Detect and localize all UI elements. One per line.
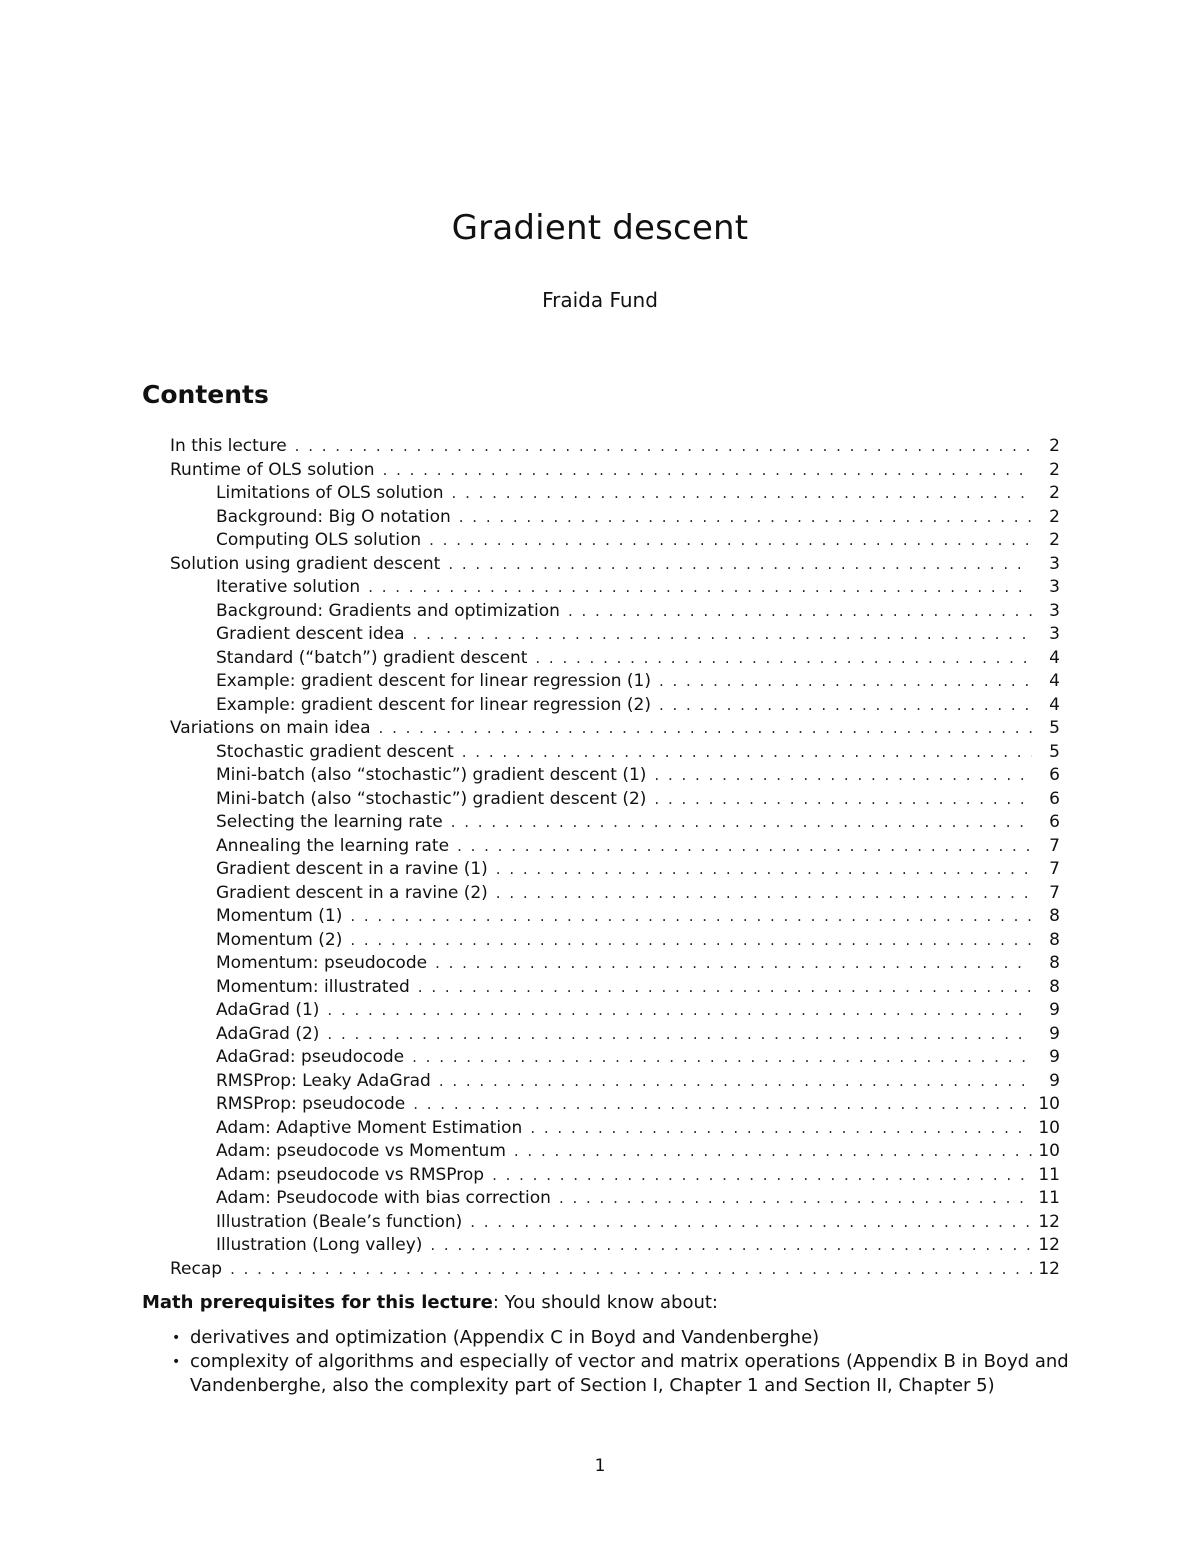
toc-dot-leader bbox=[659, 696, 1032, 714]
toc-entry-label: Standard (“batch”) gradient descent bbox=[216, 647, 528, 668]
toc-entry-page: 8 bbox=[1049, 953, 1060, 973]
toc-entry-page: 9 bbox=[1049, 1070, 1060, 1091]
page-number: 1 bbox=[594, 1456, 606, 1476]
toc-dot-leader bbox=[535, 649, 1032, 667]
toc-entry-label: Illustration (Beale’s function) bbox=[216, 1211, 463, 1232]
toc-entry-label: Gradient descent in a ravine (1) bbox=[216, 859, 488, 879]
toc-entry-page: 5 bbox=[1049, 741, 1060, 762]
toc-entry-label: Gradient descent in a ravine (2) bbox=[216, 882, 488, 903]
toc-entry-label: In this lecture bbox=[170, 436, 287, 456]
toc-dot-leader bbox=[295, 437, 1032, 455]
toc-entry-page: 2 bbox=[1049, 530, 1060, 550]
toc-entry-label: AdaGrad: pseudocode bbox=[216, 1047, 405, 1067]
toc-entry[interactable] bbox=[170, 1000, 1060, 1024]
toc-entry-page: 12 bbox=[1038, 1211, 1060, 1232]
toc-dot-leader bbox=[448, 555, 1032, 573]
toc-entry-page: 6 bbox=[1049, 812, 1060, 832]
toc-entry-page: 7 bbox=[1049, 835, 1060, 856]
toc-entry-page: 4 bbox=[1049, 647, 1060, 668]
prerequisites-line bbox=[142, 1292, 718, 1313]
toc-entry-label: Example: gradient descent for linear regression (2) bbox=[216, 694, 651, 715]
toc-dot-leader bbox=[418, 978, 1032, 996]
toc-entry-label: Background: Big O notation bbox=[216, 506, 451, 527]
toc-dot-leader bbox=[559, 1189, 1032, 1207]
toc-entry-label: Gradient descent idea bbox=[216, 624, 405, 644]
toc-entry-page: 5 bbox=[1049, 718, 1060, 738]
toc-entry[interactable] bbox=[170, 789, 1060, 813]
toc-dot-leader bbox=[459, 508, 1032, 526]
toc-entry-label: Adam: pseudocode vs RMSProp bbox=[216, 1164, 485, 1185]
toc-entry-page: 12 bbox=[1038, 1258, 1060, 1279]
toc-entry[interactable] bbox=[170, 695, 1060, 719]
toc-dot-leader bbox=[514, 1142, 1032, 1160]
toc-entry-page: 2 bbox=[1049, 436, 1060, 456]
toc-dot-leader bbox=[496, 884, 1032, 902]
toc-entry-label: RMSProp: pseudocode bbox=[216, 1094, 406, 1114]
toc-entry[interactable] bbox=[170, 1235, 1060, 1259]
toc-dot-leader bbox=[368, 578, 1032, 596]
toc-dot-leader bbox=[439, 1072, 1032, 1090]
toc-entry[interactable] bbox=[170, 648, 1060, 672]
contents-heading: Contents bbox=[142, 380, 269, 409]
toc-entry-label: Solution using gradient descent bbox=[170, 553, 441, 574]
toc-entry-page: 6 bbox=[1049, 788, 1060, 809]
toc-entry-page: 9 bbox=[1049, 1000, 1060, 1020]
toc-entry-label: Illustration (Long valley) bbox=[216, 1235, 423, 1255]
toc-entry-label: AdaGrad (1) bbox=[216, 1000, 320, 1020]
toc-entry-label: Iterative solution bbox=[216, 577, 361, 597]
toc-entry[interactable] bbox=[170, 953, 1060, 977]
toc-entry[interactable] bbox=[170, 1024, 1060, 1048]
toc-dot-leader bbox=[429, 531, 1032, 549]
toc-entry[interactable] bbox=[170, 1212, 1060, 1236]
toc-entry[interactable] bbox=[170, 812, 1060, 836]
toc-dot-leader bbox=[430, 1236, 1032, 1254]
toc-entry-label: RMSProp: Leaky AdaGrad bbox=[216, 1070, 431, 1091]
toc-dot-leader bbox=[350, 931, 1032, 949]
toc-entry-page: 8 bbox=[1049, 976, 1060, 997]
toc-entry-page: 9 bbox=[1049, 1023, 1060, 1044]
prerequisites-text: : You should know about: bbox=[492, 1292, 718, 1313]
toc-entry-label: Variations on main idea bbox=[170, 718, 371, 738]
toc-entry-label: Momentum: pseudocode bbox=[216, 953, 428, 973]
toc-entry[interactable] bbox=[170, 1047, 1060, 1071]
toc-entry-page: 3 bbox=[1049, 600, 1060, 621]
toc-entry[interactable] bbox=[170, 742, 1060, 766]
toc-dot-leader bbox=[379, 719, 1032, 737]
bullet-icon: • bbox=[172, 1354, 181, 1370]
toc-entry-page: 2 bbox=[1049, 506, 1060, 527]
toc-dot-leader bbox=[654, 790, 1032, 808]
toc-dot-leader bbox=[530, 1119, 1032, 1137]
toc-entry-label: Adam: pseudocode vs Momentum bbox=[216, 1141, 506, 1161]
toc-entry-page: 3 bbox=[1049, 577, 1060, 597]
toc-entry[interactable] bbox=[170, 601, 1060, 625]
toc-entry-label: Computing OLS solution bbox=[216, 530, 422, 550]
toc-entry-label: Adam: Pseudocode with bias correction bbox=[216, 1188, 551, 1208]
toc-dot-leader bbox=[496, 860, 1032, 878]
toc-entry[interactable] bbox=[170, 1094, 1060, 1118]
toc-entry-page: 10 bbox=[1038, 1117, 1060, 1138]
toc-dot-leader bbox=[327, 1001, 1032, 1019]
toc-dot-leader bbox=[327, 1025, 1032, 1043]
list-item-text: complexity of algorithms and especially of vector and matrix operations (Appendix B in Boyd and Vandenberghe, also the complexity part of Section I, Chapter 1 and Section II, Chapter 5) bbox=[190, 1351, 1069, 1396]
toc-entry[interactable] bbox=[170, 530, 1060, 554]
toc-dot-leader bbox=[383, 461, 1032, 479]
toc-entry-page: 4 bbox=[1049, 694, 1060, 715]
toc-entry-page: 7 bbox=[1049, 859, 1060, 879]
toc-entry[interactable] bbox=[170, 460, 1060, 484]
toc-entry-page: 8 bbox=[1049, 906, 1060, 926]
toc-entry-label: Recap bbox=[170, 1258, 223, 1279]
toc-entry-label: Stochastic gradient descent bbox=[216, 741, 454, 762]
toc-entry[interactable] bbox=[170, 883, 1060, 907]
toc-dot-leader bbox=[451, 813, 1032, 831]
toc-entry[interactable] bbox=[170, 977, 1060, 1001]
toc-entry-label: Mini-batch (also “stochastic”) gradient descent (2) bbox=[216, 788, 647, 809]
bullet-icon: • bbox=[172, 1330, 181, 1346]
toc-dot-leader bbox=[413, 625, 1032, 643]
toc-entry[interactable] bbox=[170, 577, 1060, 601]
prerequisites-label: Math prerequisites for this lecture bbox=[142, 1292, 493, 1313]
toc-entry[interactable] bbox=[170, 507, 1060, 531]
toc-dot-leader bbox=[492, 1166, 1032, 1184]
toc-entry[interactable] bbox=[170, 436, 1060, 460]
toc-entry-page: 4 bbox=[1049, 671, 1060, 691]
toc-entry[interactable] bbox=[170, 930, 1060, 954]
toc-entry-label: Momentum: illustrated bbox=[216, 976, 410, 997]
toc-dot-leader bbox=[350, 907, 1032, 925]
list-item-text: derivatives and optimization (Appendix C in Boyd and Vandenberghe) bbox=[190, 1327, 820, 1348]
toc-entry-label: Momentum (2) bbox=[216, 929, 343, 950]
toc-entry-label: Selecting the learning rate bbox=[216, 812, 443, 832]
toc-entry-page: 7 bbox=[1049, 882, 1060, 903]
prerequisites-list bbox=[170, 1326, 1070, 1398]
toc-entry[interactable] bbox=[170, 1259, 1060, 1283]
toc-entry[interactable] bbox=[170, 1141, 1060, 1165]
toc-dot-leader bbox=[412, 1048, 1032, 1066]
toc-entry-page: 3 bbox=[1049, 624, 1060, 644]
toc-dot-leader bbox=[452, 484, 1032, 502]
list-item bbox=[170, 1350, 1070, 1398]
toc-entry[interactable] bbox=[170, 483, 1060, 507]
toc-entry-page: 11 bbox=[1038, 1164, 1060, 1185]
toc-dot-leader bbox=[462, 743, 1032, 761]
toc-entry-label: Background: Gradients and optimization bbox=[216, 600, 560, 621]
toc-entry[interactable] bbox=[170, 836, 1060, 860]
toc-entry[interactable] bbox=[170, 859, 1060, 883]
toc-dot-leader bbox=[470, 1213, 1032, 1231]
toc-entry[interactable] bbox=[170, 906, 1060, 930]
toc-entry[interactable] bbox=[170, 1188, 1060, 1212]
toc-entry-page: 2 bbox=[1049, 459, 1060, 480]
toc-entry-label: Mini-batch (also “stochastic”) gradient descent (1) bbox=[216, 765, 647, 785]
list-item bbox=[170, 1326, 1070, 1350]
toc-entry-label: Example: gradient descent for linear regression (1) bbox=[216, 671, 651, 691]
toc-entry[interactable] bbox=[170, 554, 1060, 578]
toc-entry[interactable] bbox=[170, 765, 1060, 789]
toc-dot-leader bbox=[230, 1260, 1032, 1278]
toc-entry-label: Annealing the learning rate bbox=[216, 835, 450, 856]
toc-entry[interactable] bbox=[170, 1165, 1060, 1189]
toc-dot-leader bbox=[413, 1095, 1032, 1113]
toc-entry-page: 8 bbox=[1049, 929, 1060, 950]
toc-entry[interactable] bbox=[170, 624, 1060, 648]
toc-dot-leader bbox=[659, 672, 1032, 690]
toc-entry-page: 11 bbox=[1038, 1188, 1060, 1208]
toc-entry-page: 10 bbox=[1038, 1141, 1060, 1161]
toc-entry-page: 12 bbox=[1038, 1235, 1060, 1255]
toc-entry-page: 6 bbox=[1049, 765, 1060, 785]
toc-entry-label: Momentum (1) bbox=[216, 906, 343, 926]
document-title: Gradient descent bbox=[451, 208, 749, 248]
table-of-contents bbox=[170, 436, 1060, 1282]
toc-entry-label: Runtime of OLS solution bbox=[170, 459, 375, 480]
toc-entry[interactable] bbox=[170, 1118, 1060, 1142]
toc-dot-leader bbox=[568, 602, 1032, 620]
author-name: Fraida Fund bbox=[542, 288, 658, 312]
toc-entry[interactable] bbox=[170, 1071, 1060, 1095]
toc-dot-leader bbox=[435, 954, 1032, 972]
toc-entry-page: 2 bbox=[1049, 483, 1060, 503]
toc-entry-page: 3 bbox=[1049, 553, 1060, 574]
toc-entry-page: 9 bbox=[1049, 1047, 1060, 1067]
toc-dot-leader bbox=[457, 837, 1032, 855]
toc-dot-leader bbox=[654, 766, 1032, 784]
toc-entry-label: Limitations of OLS solution bbox=[216, 483, 444, 503]
toc-entry-label: Adam: Adaptive Moment Estimation bbox=[216, 1117, 523, 1138]
toc-entry[interactable] bbox=[170, 718, 1060, 742]
toc-entry-label: AdaGrad (2) bbox=[216, 1023, 320, 1044]
toc-entry[interactable] bbox=[170, 671, 1060, 695]
toc-entry-page: 10 bbox=[1038, 1094, 1060, 1114]
